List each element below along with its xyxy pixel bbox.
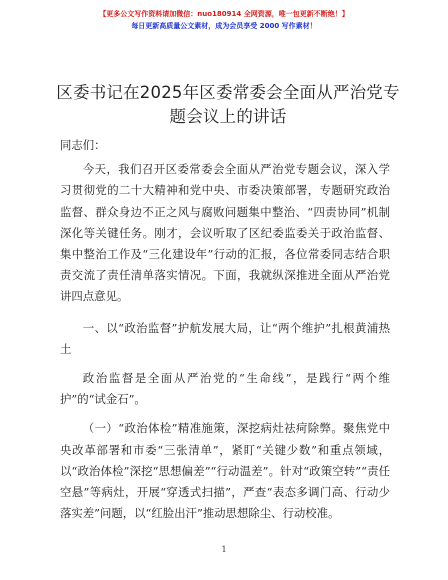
promo-banner xyxy=(0,8,448,32)
document-body xyxy=(60,135,390,524)
subsection-paragraph: （一）“政治体检”精准施策，深挖病灶祛疴除弊。聚焦党中央改革部署和市委“三张清单”，紧盯“关键少数”和重点领域，以“政治体检”深挖“思想偏差”“行动温差”。针对“政策空转”“责任空悬”等病灶，开展“穿透式扫描”，严查“表态多调门高、行动少落实差”问题，以“红脸出汗”推动思想除尘、行动校准。 xyxy=(60,421,390,521)
section-heading: 一、以“政治监督”护航发展大局，让“两个维护”扎根黄浦热土 xyxy=(60,320,390,356)
document-title: 区委书记在2025年区委常委会全面从严治党专题会议上的讲话 xyxy=(56,83,400,126)
intro-paragraph: 今天，我们召开区委常委会全面从严治党专题会议，深入学习贯彻党的二十大精神和党中央、市委决策部署，专题研究政治监督、群众身边不正之风与腐败问题集中整治、“四责协同”机制深化等关键任务。刚才，会议听取了区纪委监委关于政治监督、集中整治工作及“三化建设年”行动的汇报，各位常委同志结合职责交流了责任清单落实情况。下面，我就纵深推进全面从严治党讲四点意见。 xyxy=(60,162,390,304)
page-number: 1 xyxy=(221,545,227,554)
section-lead-paragraph: 政治监督是全面从严治党的“生命线”，是践行“两个维护”的“试金石”。 xyxy=(60,371,390,407)
promo-banner-line-2: 每日更新高质量公文素材，成为会员享受 2000 写作素材！ xyxy=(131,22,317,30)
salutation: 同志们： xyxy=(60,138,106,152)
promo-banner-line-1: 【更多公文写作资料请加微信：nuo180914 全网资源，唯一包更新不断绝！】 xyxy=(99,10,349,18)
